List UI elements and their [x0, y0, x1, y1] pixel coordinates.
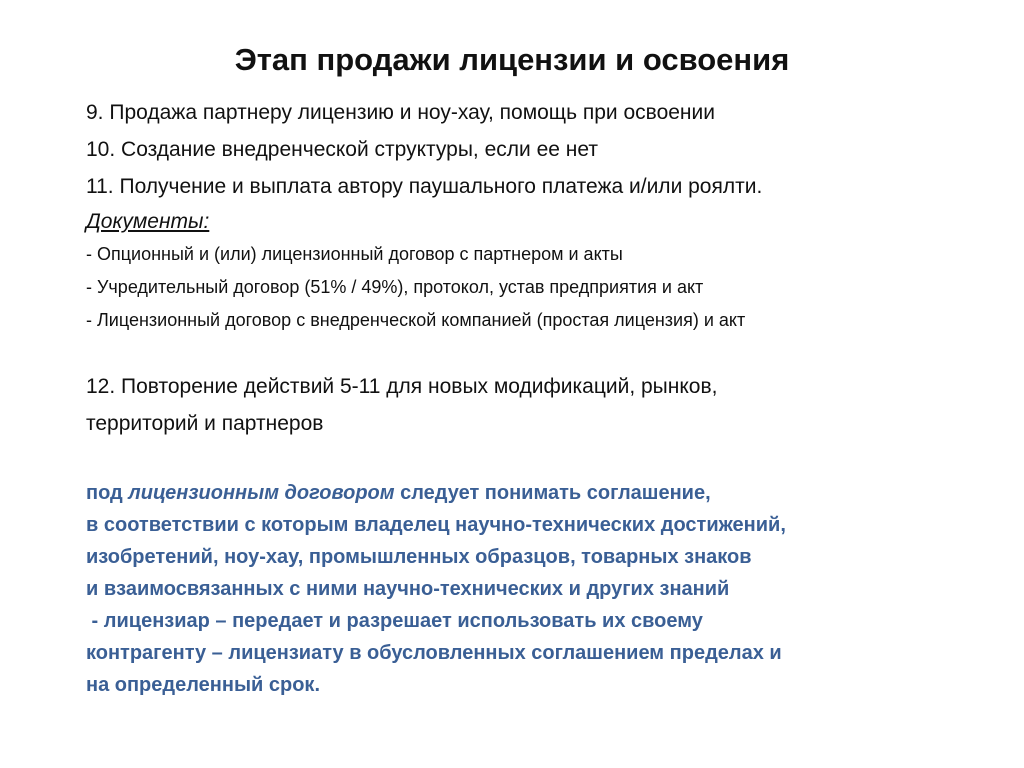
definition-line: в соответствии с которым владелец научно-технических достижений,: [86, 514, 786, 536]
slide-title: Этап продажи лицензии и освоения: [234, 42, 790, 77]
document-item: - Опционный и (или) лицензионный договор с партнером и акты: [86, 244, 623, 264]
document-item: - Учредительный договор (51% / 49%), протокол, устав предприятия и акт: [86, 277, 704, 297]
definition-line: - лицензиар – передает и разрешает использовать их своему: [86, 610, 703, 632]
step-item: 9. Продажа партнеру лицензию и ноу-хау, помощь при освоении: [86, 101, 715, 124]
definition-line: контрагенту – лицензиату в обусловленных соглашением пределах и: [86, 642, 782, 664]
definition-line: на определенный срок.: [86, 674, 320, 696]
definition-first-line: [86, 477, 986, 509]
repeat-step-line: 12. Повторение действий 5-11 для новых модификаций, рынков,: [86, 375, 718, 398]
documents-section: [86, 206, 986, 337]
definition-prefix: под: [86, 482, 129, 504]
documents-heading: Документы:: [86, 210, 210, 233]
document-item: - Лицензионный договор с внедренческой компанией (простая лицензия) и акт: [86, 310, 746, 330]
step-item: 11. Получение и выплата автору паушального платежа и/или роялти.: [86, 175, 763, 198]
steps-list: [86, 94, 986, 205]
definition-line: изобретений, ноу-хау, промышленных образцов, товарных знаков: [86, 546, 752, 568]
definition-line: и взаимосвязанных с ними научно-технических и других знаний: [86, 578, 730, 600]
repeat-step-line: территорий и партнеров: [86, 412, 324, 435]
definition-suffix: следует понимать соглашение,: [394, 482, 711, 504]
definition-term: лицензионным договором: [128, 482, 395, 504]
step-item: 10. Создание внедренческой структуры, если ее нет: [86, 138, 598, 161]
license-definition: [86, 477, 986, 701]
repeat-step: [86, 368, 946, 442]
